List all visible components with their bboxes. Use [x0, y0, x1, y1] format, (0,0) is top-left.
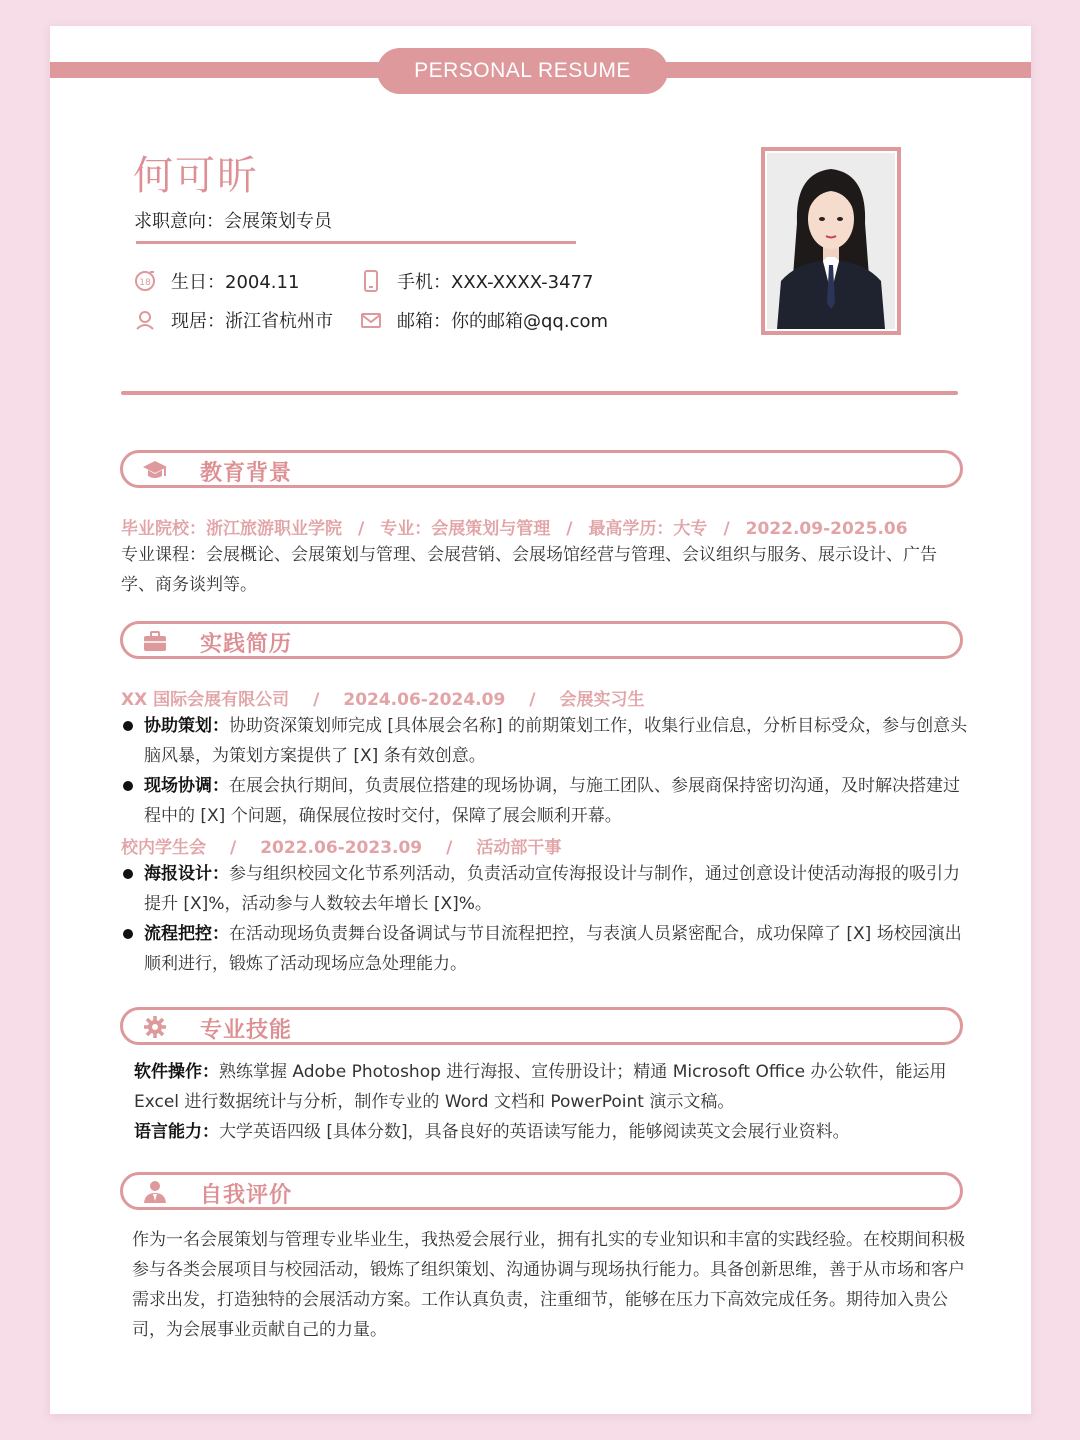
practice-title: 实践简历 [200, 632, 293, 657]
meta-separator: / [446, 838, 453, 858]
location-text: 现居：浙江省杭州市 [171, 311, 333, 332]
meta-separator: / [723, 519, 730, 539]
job-meta [121, 833, 561, 858]
job-role: 活动部干事 [476, 838, 562, 858]
email-icon [359, 308, 383, 332]
duty-text: 在活动现场负责舞台设备调试与节目流程把控，与表演人员紧密配合，成功保障了 [X] 场校园演出顺利进行，锻炼了活动现场应急处理能力。 [144, 924, 962, 974]
meta-separator: / [313, 690, 320, 710]
duty-label: 流程把控： [144, 924, 229, 944]
job-intent-label: 求职意向： [134, 211, 224, 232]
person-icon [141, 1180, 169, 1204]
education-period: 2022.09-2025.06 [745, 519, 908, 539]
resume-page [50, 26, 1031, 1414]
language-text: 大学英语四级 [具体分数]，具备良好的英语读写能力，能够阅读英文会展行业资料。 [219, 1122, 850, 1142]
email-info [359, 307, 608, 333]
phone-info [359, 268, 593, 294]
email-text: 邮箱：你的邮箱@qq.com [397, 311, 609, 332]
job-meta [121, 685, 645, 710]
job-org: XX 国际会展有限公司 [121, 690, 290, 710]
phone-text: 手机：XXX-XXXX-3477 [397, 272, 594, 293]
meta-separator: / [230, 838, 237, 858]
language-label: 语言能力： [134, 1122, 219, 1142]
education-title: 教育背景 [200, 461, 293, 486]
list-item [121, 771, 971, 831]
graduation-cap-icon [141, 458, 169, 482]
major: 专业：会展策划与管理 [380, 519, 551, 539]
language-skills [134, 1117, 954, 1147]
skills-title: 专业技能 [200, 1018, 293, 1043]
duty-text: 在展会执行期间，负责展位搭建的现场协调，与施工团队、参展商保持密切沟通，及时解决搭建过程中的 [X] 个问题，确保展位按时交付，保障了展会顺利开幕。 [144, 776, 960, 826]
list-item [121, 711, 971, 771]
software-label: 软件操作： [134, 1062, 219, 1082]
meta-separator: / [529, 690, 536, 710]
meta-separator: / [358, 519, 365, 539]
name-underline [136, 241, 576, 244]
phone-icon [359, 269, 383, 293]
skills-header [120, 1007, 963, 1045]
courses-text: 专业课程：会展概论、会展策划与管理、会展营销、会展场馆经营与管理、会议组织与服务、展示设计、广告学、商务谈判等。 [121, 545, 937, 595]
degree: 最高学历：大专 [588, 519, 708, 539]
practice-header [120, 621, 963, 659]
svg-text:18: 18 [139, 278, 151, 288]
job-duties-list [121, 711, 971, 831]
education-header [120, 450, 963, 488]
person-name: 何可昕 [133, 153, 259, 199]
duty-label: 协助策划： [144, 716, 229, 736]
job-role: 会展实习生 [559, 690, 645, 710]
duty-label: 现场协调： [144, 776, 229, 796]
birthday-icon [133, 269, 157, 293]
education-meta [121, 514, 908, 539]
self-eval-header [120, 1172, 963, 1210]
job-period: 2022.06-2023.09 [260, 838, 423, 858]
resume-banner: PERSONAL RESUME [377, 48, 668, 94]
self-eval-title: 自我评价 [200, 1183, 293, 1208]
location-info [133, 307, 333, 333]
meta-separator: / [566, 519, 573, 539]
header-divider [121, 391, 958, 395]
software-skills [134, 1057, 954, 1117]
list-item [121, 919, 971, 979]
birthday-text: 生日：2004.11 [171, 272, 300, 293]
software-text: 熟练掌握 Adobe Photoshop 进行海报、宣传册设计；精通 Microsoft Office 办公软件，能运用 Excel 进行数据统计与分析，制作专业的 Word 文档和 PowerPoint 演示文稿。 [134, 1062, 947, 1112]
duty-text: 参与组织校园文化节系列活动，负责活动宣传海报设计与制作，通过创意设计使活动海报的吸引力提升 [X]%，活动参与人数较去年增长 [X]%。 [144, 864, 960, 914]
duty-text: 协助资深策划师完成 [具体展会名称] 的前期策划工作，收集行业信息，分析目标受众，参与创意头脑风暴，为策划方案提供了 [X] 条有效创意。 [144, 716, 968, 766]
job-intent [134, 207, 332, 233]
job-intent-value: 会展策划专员 [224, 211, 332, 232]
self-eval-text: 作为一名会展策划与管理专业毕业生，我热爱会展行业，拥有扎实的专业知识和丰富的实践经验。在校期间积极参与各类会展项目与校园活动，锻炼了组织策划、沟通协调与现场执行能力。具备创新思维，善于从市场和客户需求出发，打造独特的会展活动方案。工作认真负责，注重细节，能够在压力下高效完成任务。期待加入贵公司，为会展事业贡献自己的力量。 [132, 1230, 965, 1340]
birthday-info [133, 268, 299, 294]
portrait-illustration [767, 153, 895, 329]
profile-photo [761, 147, 901, 335]
job-duties-list [121, 859, 971, 979]
briefcase-icon [141, 629, 169, 653]
school: 毕业院校：浙江旅游职业学院 [121, 519, 342, 539]
job-period: 2024.06-2024.09 [343, 690, 506, 710]
location-icon [133, 308, 157, 332]
list-item [121, 859, 971, 919]
gear-icon [141, 1015, 169, 1039]
job-org: 校内学生会 [121, 838, 206, 858]
duty-label: 海报设计： [144, 864, 229, 884]
